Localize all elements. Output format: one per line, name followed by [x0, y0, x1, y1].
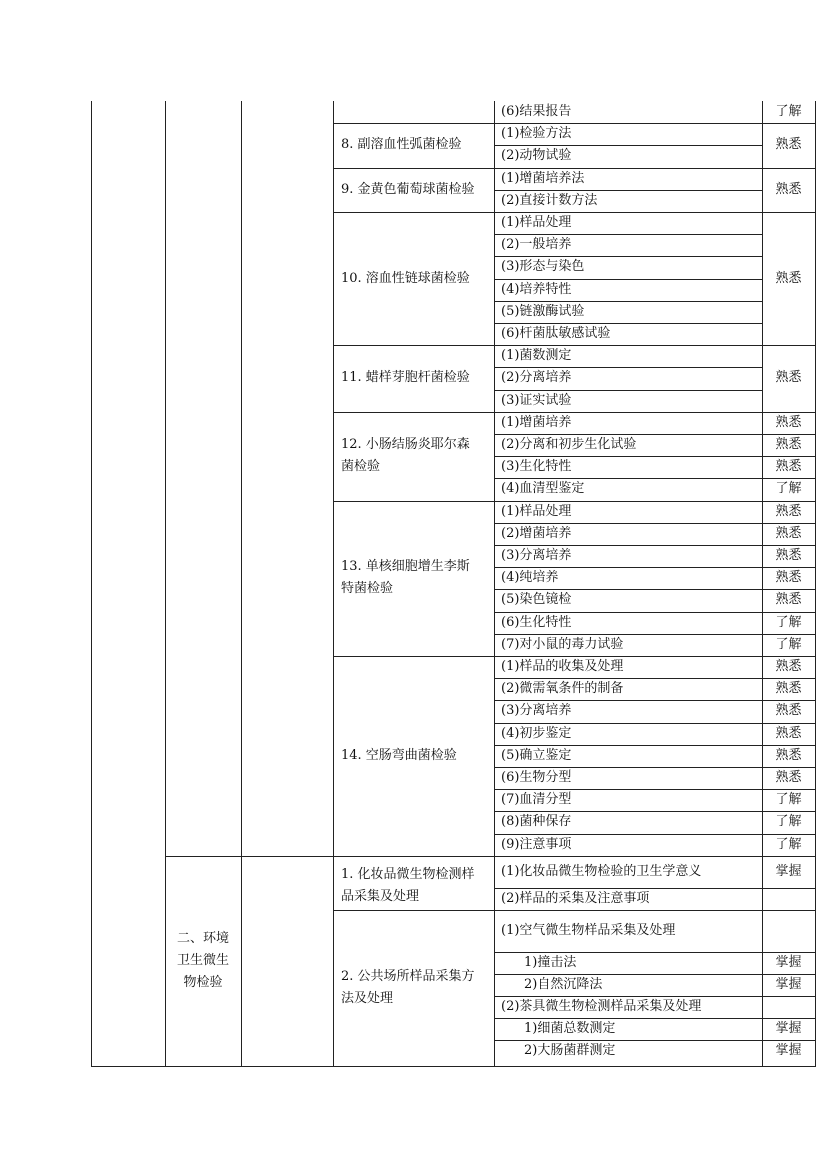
level-text: 掌握: [775, 954, 802, 970]
level-text: 熟悉: [775, 181, 802, 197]
item-text: (5)链激酶试验: [501, 303, 585, 319]
item-text: (3)形态与染色: [501, 259, 585, 275]
level-text: 熟悉: [775, 659, 802, 674]
item-text: (3)分离培养: [501, 703, 572, 719]
col-rule-4: [494, 101, 495, 1066]
section-title: 卫生微生: [176, 952, 229, 968]
level-text: 熟悉: [775, 414, 802, 430]
item-text: (2)微需氧条件的制备: [501, 681, 624, 697]
topic-label: 11. 蜡样芽胞杆菌检验: [341, 370, 470, 386]
item-text: (4)初步鉴定: [501, 725, 572, 741]
item-text: 1)撞击法: [524, 954, 577, 970]
level-text: 了解: [775, 614, 802, 630]
topic-label: 品采集及处理: [341, 888, 420, 904]
item-text: (6)生化特性: [501, 614, 572, 630]
item-text: (1)样品处理: [501, 503, 572, 519]
item-text: (2)动物试验: [501, 148, 572, 164]
level-text: [762, 910, 815, 952]
level-text: [762, 996, 815, 1018]
item-text: (5)确立鉴定: [501, 747, 572, 763]
level-text: 了解: [775, 481, 802, 497]
item-text: (6)结果报告: [501, 104, 572, 119]
col-rule-3: [333, 101, 334, 1066]
item-text: (2)茶具微生物检测样品采集及处理: [501, 998, 702, 1014]
col-rule-6: [815, 101, 816, 1066]
level-text: 熟悉: [775, 548, 802, 563]
item-text: (2)直接计数方法: [501, 192, 598, 208]
item-text: (6)杆菌肽敏感试验: [501, 326, 611, 341]
level-text: 熟悉: [775, 681, 802, 697]
item-text: (1)样品处理: [501, 215, 572, 230]
level-text: 熟悉: [775, 459, 802, 475]
item-text: 2)自然沉降法: [524, 976, 603, 992]
item-text: (1)增菌培养法: [501, 170, 585, 186]
level-text: 熟悉: [775, 725, 802, 741]
item-text: 1)细菌总数测定: [524, 1020, 616, 1036]
level-text: 熟悉: [775, 271, 802, 286]
level-text: 掌握: [775, 863, 802, 879]
item-text: (6)生物分型: [501, 770, 572, 785]
level-text: 熟悉: [775, 525, 802, 541]
col-rule-1: [165, 101, 166, 1066]
level-text: 了解: [775, 814, 802, 830]
level-text: 熟悉: [775, 770, 802, 785]
item-text: (1)空气微生物样品采集及处理: [501, 922, 676, 938]
item-text: (4)纯培养: [501, 570, 559, 586]
item-text: (7)血清分型: [501, 792, 572, 808]
level-text: 掌握: [775, 976, 802, 992]
item-text: (1)化妆品微生物检验的卫生学意义: [501, 863, 702, 879]
item-text: (8)菌种保存: [501, 814, 572, 830]
col-rule-2: [241, 101, 242, 1066]
level-text: 掌握: [775, 1020, 802, 1036]
item-text: (1)检验方法: [501, 126, 572, 142]
item-text: (3)生化特性: [501, 459, 572, 475]
item-text: 2)大肠菌群测定: [524, 1042, 616, 1058]
item-text: (2)分离培养: [501, 370, 572, 386]
level-text: 熟悉: [775, 437, 802, 452]
item-text: (2)分离和初步生化试验: [501, 437, 637, 452]
item-text: (9)注意事项: [501, 836, 572, 852]
level-text: 熟悉: [775, 503, 802, 519]
topic-label: 12. 小肠结肠炎耶尔森: [341, 437, 470, 453]
level-text: 熟悉: [775, 370, 802, 386]
item-text: (1)样品的收集及处理: [501, 659, 624, 674]
item-text: (7)对小鼠的毒力试验: [501, 636, 624, 652]
section-title: 物检验: [183, 974, 223, 990]
topic-label: 13. 单核细胞增生李斯: [341, 559, 470, 575]
topic-label: 10. 溶血性链球菌检验: [341, 271, 470, 286]
level-text: 熟悉: [775, 137, 802, 153]
level-text: 熟悉: [775, 703, 802, 719]
level-text: 掌握: [775, 1042, 802, 1058]
level-text: [762, 888, 815, 910]
table-bottom-rule: [91, 1066, 816, 1067]
level-text: 了解: [775, 836, 802, 852]
topic-label: 9. 金黄色葡萄球菌检验: [341, 181, 475, 197]
section-title: 二、环境: [176, 930, 229, 946]
level-text: 熟悉: [775, 592, 802, 608]
item-text: (3)分离培养: [501, 548, 572, 563]
level-text: 熟悉: [775, 570, 802, 586]
item-text: (3)证实试验: [501, 392, 572, 408]
item-text: (2)一般培养: [501, 237, 572, 253]
item-text: (1)增菌培养: [501, 414, 572, 430]
item-text: (2)样品的采集及注意事项: [501, 890, 650, 906]
item-text: (4)培养特性: [501, 281, 572, 297]
topic-label: 8. 副溶血性弧菌检验: [341, 137, 462, 153]
item-text: (5)染色镜检: [501, 592, 572, 608]
topic-label: 1. 化妆品微生物检测样: [341, 866, 475, 882]
topic-label: 14. 空肠弯曲菌检验: [341, 748, 457, 763]
item-text: (4)血清型鉴定: [501, 481, 585, 497]
topic-label: 法及处理: [341, 990, 394, 1006]
level-text: 了解: [775, 792, 802, 808]
level-text: 了解: [775, 104, 802, 119]
item-text: (2)增菌培养: [501, 525, 572, 541]
level-text: 了解: [775, 636, 802, 652]
topic-label: 特菌检验: [341, 581, 394, 597]
topic-label: 2. 公共场所样品采集方: [341, 968, 475, 984]
level-text: 熟悉: [775, 747, 802, 763]
topic-label: 菌检验: [341, 459, 381, 475]
item-text: (1)菌数测定: [501, 348, 572, 364]
col-rule-0: [91, 101, 92, 1066]
